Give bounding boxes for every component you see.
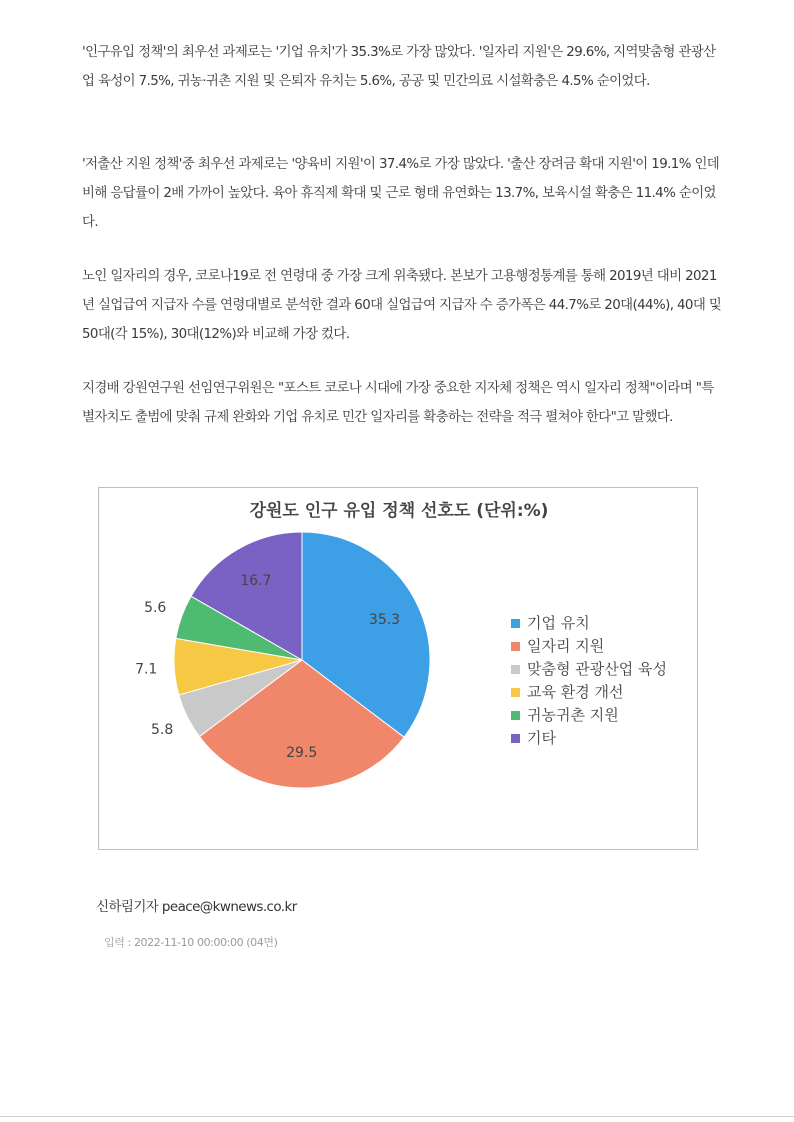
byline: 신하림기자 peace@kwnews.co.kr — [96, 899, 297, 915]
data-label: 35.3 — [368, 611, 401, 628]
legend-label: 기타 — [527, 729, 556, 747]
article-paragraph-1: '인구유입 정책'의 최우선 과제로는 '기업 유치'가 35.3%로 가장 많았다. '일자리 지원'은 29.6%, 지역맞춤형 관광산업 육성이 7.5%, 귀농·귀촌 지원 및 은퇴자 유치는 5.6%, 공공 및 민간의료 시설확충은 4.5% 순이었다. — [82, 45, 716, 89]
dateline: 입력 : 2022-11-10 00:00:00 (04면) — [104, 936, 278, 949]
legend-label: 기업 유치 — [527, 614, 590, 632]
legend-label: 맞춤형 관광산업 육성 — [527, 660, 667, 678]
legend-swatch — [511, 619, 520, 628]
data-label: 7.1 — [135, 661, 158, 678]
data-label: 16.7 — [240, 573, 272, 590]
chart-title: 강원도 인구 유입 정책 선호도 (단위:%) — [249, 501, 549, 521]
article-paragraph-4: 지경배 강원연구원 선임연구위원은 "포스트 코로나 시대에 가장 중요한 지자체 정책은 역시 일자리 정책"이라며 "특별자치도 출범에 맞춰 규제 완화와 기업 유치로 민간 일자리를 확충하는 전략을 적극 펼쳐야 한다"고 말했다. — [82, 381, 714, 425]
pie-chart — [98, 487, 698, 850]
legend-label: 일자리 지원 — [527, 637, 605, 655]
article-paragraph-2: '저출산 지원 정책'중 최우선 과제로는 '양육비 지원'이 37.4%로 가장 많았다. '출산 장려금 확대 지원'이 19.1% 인데 비해 응답률이 2배 가까이 높았다. 육아 휴직제 확대 및 근로 형태 유연화는 13.7%, 보육시설 확충은 11.4% 순이었다. — [82, 157, 720, 230]
data-label: 5.6 — [144, 600, 167, 617]
divider — [0, 1116, 794, 1117]
legend-swatch — [511, 734, 520, 743]
legend-label: 귀농귀촌 지원 — [527, 706, 619, 724]
legend-swatch — [511, 642, 520, 651]
legend-label: 교육 환경 개선 — [527, 683, 624, 701]
pie-chart-svg — [99, 488, 697, 849]
data-label: 29.5 — [286, 745, 318, 762]
legend-swatch — [511, 688, 520, 697]
legend-swatch — [511, 711, 520, 720]
legend-swatch — [511, 665, 520, 674]
article-paragraph-3: 노인 일자리의 경우, 코로나19로 전 연령대 중 가장 크게 위축됐다. 본보가 고용행정통계를 통해 2019년 대비 2021년 실업급여 지급자 수를 연령대별로 분석한 결과 60대 실업급여 지급자 수 증가폭은 44.7%로 20대(44%), 40대 및 50대(각 15%), 30대(12%)와 비교해 가장 컸다. — [82, 269, 722, 342]
data-label: 5.8 — [150, 722, 174, 739]
